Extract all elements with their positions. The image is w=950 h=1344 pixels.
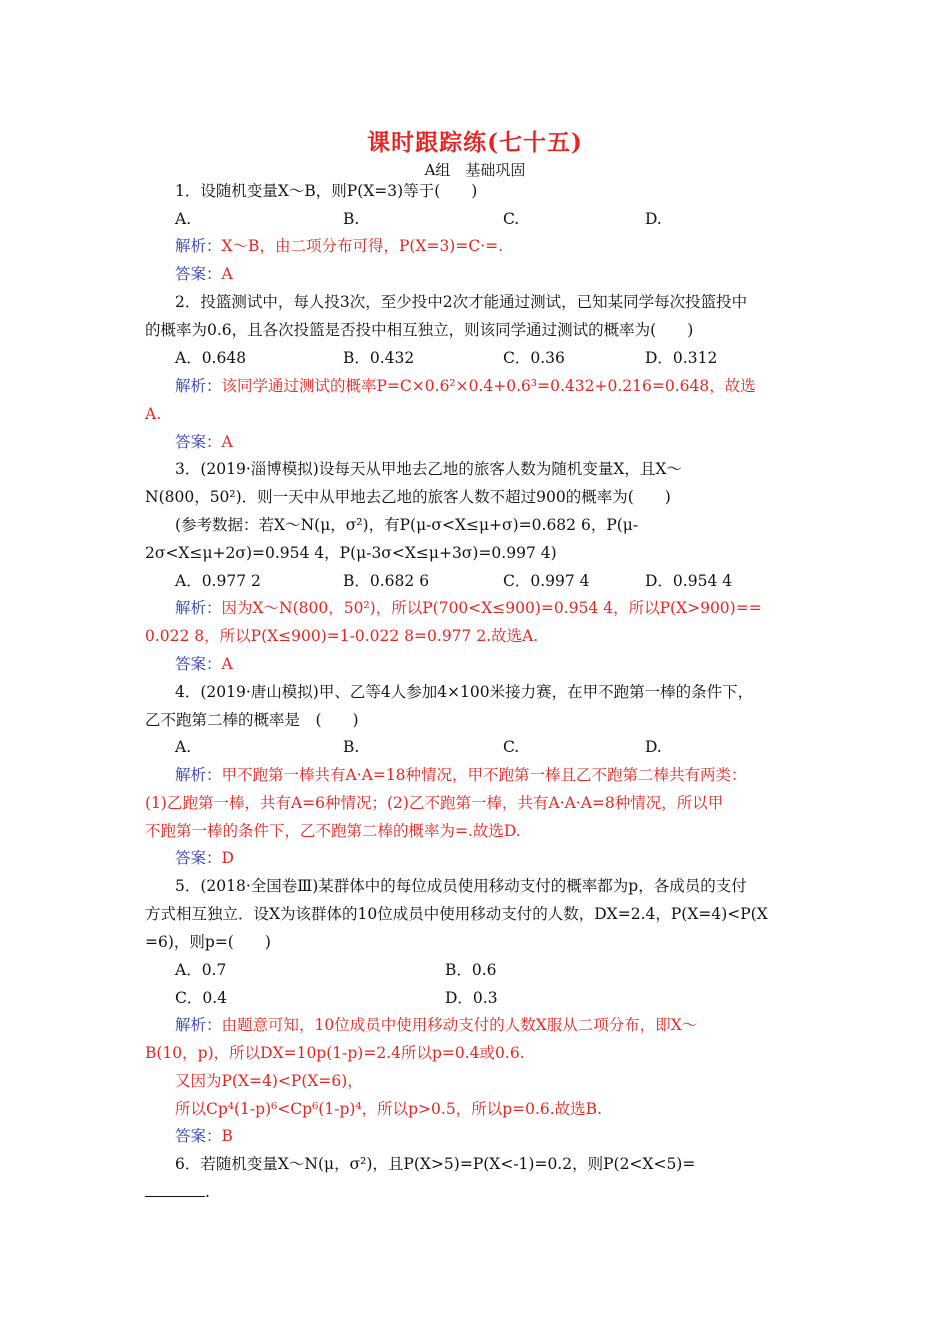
q4-option-c: C. bbox=[503, 738, 520, 756]
analysis-text: 因为X～N(800，50²)，所以P(700<X≤900)=0.954 4，所以P(X>900)== bbox=[221, 599, 762, 617]
answer-label: 答案： bbox=[175, 655, 222, 673]
q1-option-a: A. bbox=[175, 210, 192, 228]
answer-value: A bbox=[221, 433, 233, 451]
answer-blank bbox=[145, 1182, 205, 1197]
q4-stem-line2: 乙不跑第二棒的概率是 ( ) bbox=[145, 711, 359, 729]
answer-value: B bbox=[221, 1127, 233, 1145]
q3-option-c: C．0.997 4 bbox=[503, 572, 590, 590]
section-heading: A组 基础巩固 bbox=[424, 161, 526, 179]
q2-stem-line1 bbox=[175, 292, 807, 312]
q1-analysis bbox=[175, 236, 503, 256]
q5-option-c: C．0.4 bbox=[175, 989, 228, 1007]
q2-option-d: D．0.312 bbox=[645, 349, 718, 367]
q3-analysis-line2: 0.022 8，所以P(X≤900)=1-0.022 8=0.977 2.故选A. bbox=[145, 627, 539, 645]
q3-answer bbox=[175, 654, 233, 674]
analysis-label: 解析： bbox=[175, 766, 222, 784]
q2-stem-line2: 的概率为0.6，且各次投篮是否投中相互独立，则该同学通过测试的概率为( ) bbox=[145, 321, 694, 339]
q6-stem-line1: 6．若随机变量X～N(μ，σ²)，且P(X>5)=P(X<-1)=0.2，则P(2<X<5)= bbox=[175, 1155, 696, 1173]
q5-option-b: B．0.6 bbox=[445, 961, 497, 979]
q1-stem: 1．设随机变量X～B，则P(X=3)等于( ) bbox=[175, 182, 478, 200]
q2-analysis-line2: A. bbox=[145, 405, 162, 423]
q5-stem-line1: 5．(2018·全国卷Ⅲ)某群体中的每位成员使用移动支付的概率都为p，各成员的支付 bbox=[175, 877, 747, 895]
q2-stem-text: 2．投篮测试中，每人投3次，至少投中2次才能通过测试，已知某同学每次投篮投中 bbox=[175, 293, 748, 311]
answer-label: 答案： bbox=[175, 433, 222, 451]
analysis-label: 解析： bbox=[175, 1016, 222, 1034]
q1-option-d: D. bbox=[645, 210, 662, 228]
q5-stem-line2: 方式相互独立．设X为该群体的10位成员中使用移动支付的人数，DX=2.4，P(X=4)<P(X bbox=[145, 905, 768, 923]
answer-value: A bbox=[221, 655, 233, 673]
q5-option-a: A．0.7 bbox=[175, 961, 227, 979]
q2-option-b: B．0.432 bbox=[343, 349, 415, 367]
q5-analysis-line2: B(10，p)，所以DX=10p(1-p)=2.4所以p=0.4或0.6. bbox=[145, 1044, 525, 1062]
q4-analysis-line1 bbox=[175, 765, 747, 785]
q3-reference-line2: 2σ<X≤μ+2σ)=0.954 4，P(μ-3σ<X≤μ+3σ)=0.997 4) bbox=[145, 544, 557, 562]
q3-analysis-line1 bbox=[175, 598, 762, 618]
q3-stem-line1: 3．(2019·淄博模拟)设每天从甲地去乙地的旅客人数为随机变量X，且X～ bbox=[175, 460, 682, 478]
answer-label: 答案： bbox=[175, 265, 222, 283]
analysis-label: 解析： bbox=[175, 237, 222, 255]
q2-option-c: C．0.36 bbox=[503, 349, 565, 367]
page-title: 课时跟踪练(七十五) bbox=[367, 129, 583, 156]
q4-analysis-line2: (1)乙跑第一棒，共有A=6种情况；(2)乙不跑第一棒，共有A·A·A=8种情况，所以甲 bbox=[145, 794, 724, 812]
q5-analysis-line1 bbox=[175, 1015, 697, 1035]
q1-option-c: C. bbox=[503, 210, 520, 228]
answer-label: 答案： bbox=[175, 1127, 222, 1145]
q1-answer bbox=[175, 264, 233, 284]
q4-stem-line1: 4．(2019·唐山模拟)甲、乙等4人参加4×100米接力赛，在甲不跑第一棒的条件下， bbox=[175, 683, 754, 701]
q6-stem-line2 bbox=[145, 1182, 807, 1202]
analysis-text: X～B，由二项分布可得，P(X=3)=C·=. bbox=[221, 237, 504, 255]
answer-label: 答案： bbox=[175, 849, 222, 867]
q5-option-d: D．0.3 bbox=[445, 989, 498, 1007]
analysis-label: 解析： bbox=[175, 377, 222, 395]
analysis-text: 甲不跑第一棒共有A·A=18种情况，甲不跑第一棒且乙不跑第二棒共有两类： bbox=[221, 766, 747, 784]
q1-option-b: B. bbox=[343, 210, 360, 228]
answer-value: A bbox=[221, 265, 233, 283]
q5-answer bbox=[175, 1126, 233, 1146]
period: . bbox=[205, 1183, 210, 1201]
q4-analysis-line3: 不跑第一棒的条件下，乙不跑第二棒的概率为=.故选D. bbox=[145, 822, 521, 840]
q5-analysis-line3: 又因为P(X=4)<P(X=6)， bbox=[175, 1072, 363, 1090]
answer-value: D bbox=[221, 849, 234, 867]
q2-answer bbox=[175, 432, 233, 452]
q4-option-a: A. bbox=[175, 738, 192, 756]
analysis-text: 该同学通过测试的概率P=C×0.6²×0.4+0.6³=0.432+0.216=0.648，故选 bbox=[221, 377, 756, 395]
q5-stem-line3: =6)，则p=( ) bbox=[145, 933, 271, 951]
q3-option-a: A．0.977 2 bbox=[175, 572, 261, 590]
q3-option-b: B．0.682 6 bbox=[343, 572, 430, 590]
q4-answer bbox=[175, 848, 234, 868]
analysis-text: 由题意可知，10位成员中使用移动支付的人数X服从二项分布，即X～ bbox=[221, 1016, 698, 1034]
q3-reference-line1: (参考数据：若X～N(μ，σ²)，有P(μ-σ<X≤μ+σ)=0.682 6，P(μ- bbox=[175, 516, 639, 534]
q4-option-b: B. bbox=[343, 738, 360, 756]
q3-stem-line2: N(800，50²)．则一天中从甲地去乙地的旅客人数不超过900的概率为( ) bbox=[145, 488, 671, 506]
q5-analysis-line4: 所以Cp⁴(1-p)⁶<Cp⁶(1-p)⁴，所以p>0.5，所以p=0.6.故选B. bbox=[175, 1100, 602, 1118]
q2-analysis-line1 bbox=[175, 376, 756, 396]
analysis-label: 解析： bbox=[175, 599, 222, 617]
q3-option-d: D．0.954 4 bbox=[645, 572, 733, 590]
q2-option-a: A．0.648 bbox=[175, 349, 247, 367]
q4-option-d: D. bbox=[645, 738, 662, 756]
